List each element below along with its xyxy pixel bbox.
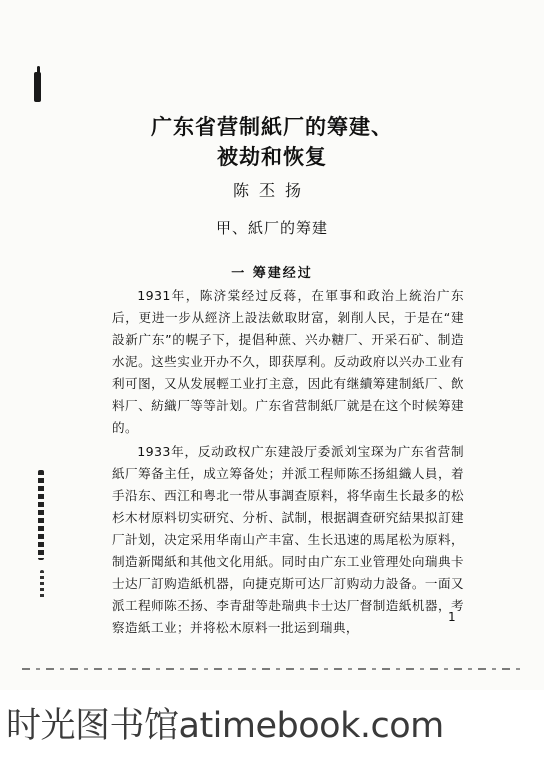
body-text <box>112 285 464 639</box>
page-number: 1 <box>448 610 456 624</box>
scan-artifact <box>40 570 44 600</box>
scan-edge-line <box>22 668 522 670</box>
scan-artifact <box>34 72 41 102</box>
paragraph: 1931年，陈济棠经过反蒋，在軍事和政治上統治广东后，更进一步从經济上設法歛取財富，剝削人民，于是在“建設新广东”的幌子下，提倡种蔗、兴办糖厂、开采石矿、制造水泥。这些实业开办不久，即获厚利。反动政府以兴办工业有利可图，又从发展輕工业打主意，因此有继續筹建制紙厂、飲料厂、紡織厂等等計划。广东省营制紙厂就是在这个时候筹建的。 <box>112 288 464 435</box>
scan-artifact <box>38 470 44 560</box>
author-name: 陈丕扬 <box>232 181 311 200</box>
sub-heading: 一 筹建经过 <box>231 266 313 281</box>
document-title-line-2: 被劫和恢复 <box>217 144 327 169</box>
section-heading: 甲、紙厂的筹建 <box>215 219 328 237</box>
document-title-line-1: 广东省营制紙厂的筹建、 <box>151 114 393 139</box>
paragraph: 1933年，反动政权广东建設厅委派刘宝琛为广东省营制紙厂筹备主任，成立筹备处；并派工程师陈丕扬組織人員，着手沿东、西江和粤北一带从事調查原料，将华南生长最多的松杉木材原料切实研究、分析、試制，根据調查研究結果拟訂建厂計划，决定采用华南山产丰富、生长迅速的馬尾松为原料，制造新聞紙和其他文化用紙。同时由广东工业管理处向瑞典卡士达厂訂购造紙机器，向捷克斯可达厂訂购动力設备。一面又派工程师陈丕扬、李青甜等赴瑞典卡士达厂督制造紙机器，考察造紙工业；并将松木原料一批运到瑞典， <box>112 444 464 635</box>
watermark-text: 时光图书馆atimebook.com <box>6 706 444 746</box>
scan-artifact <box>37 66 40 74</box>
